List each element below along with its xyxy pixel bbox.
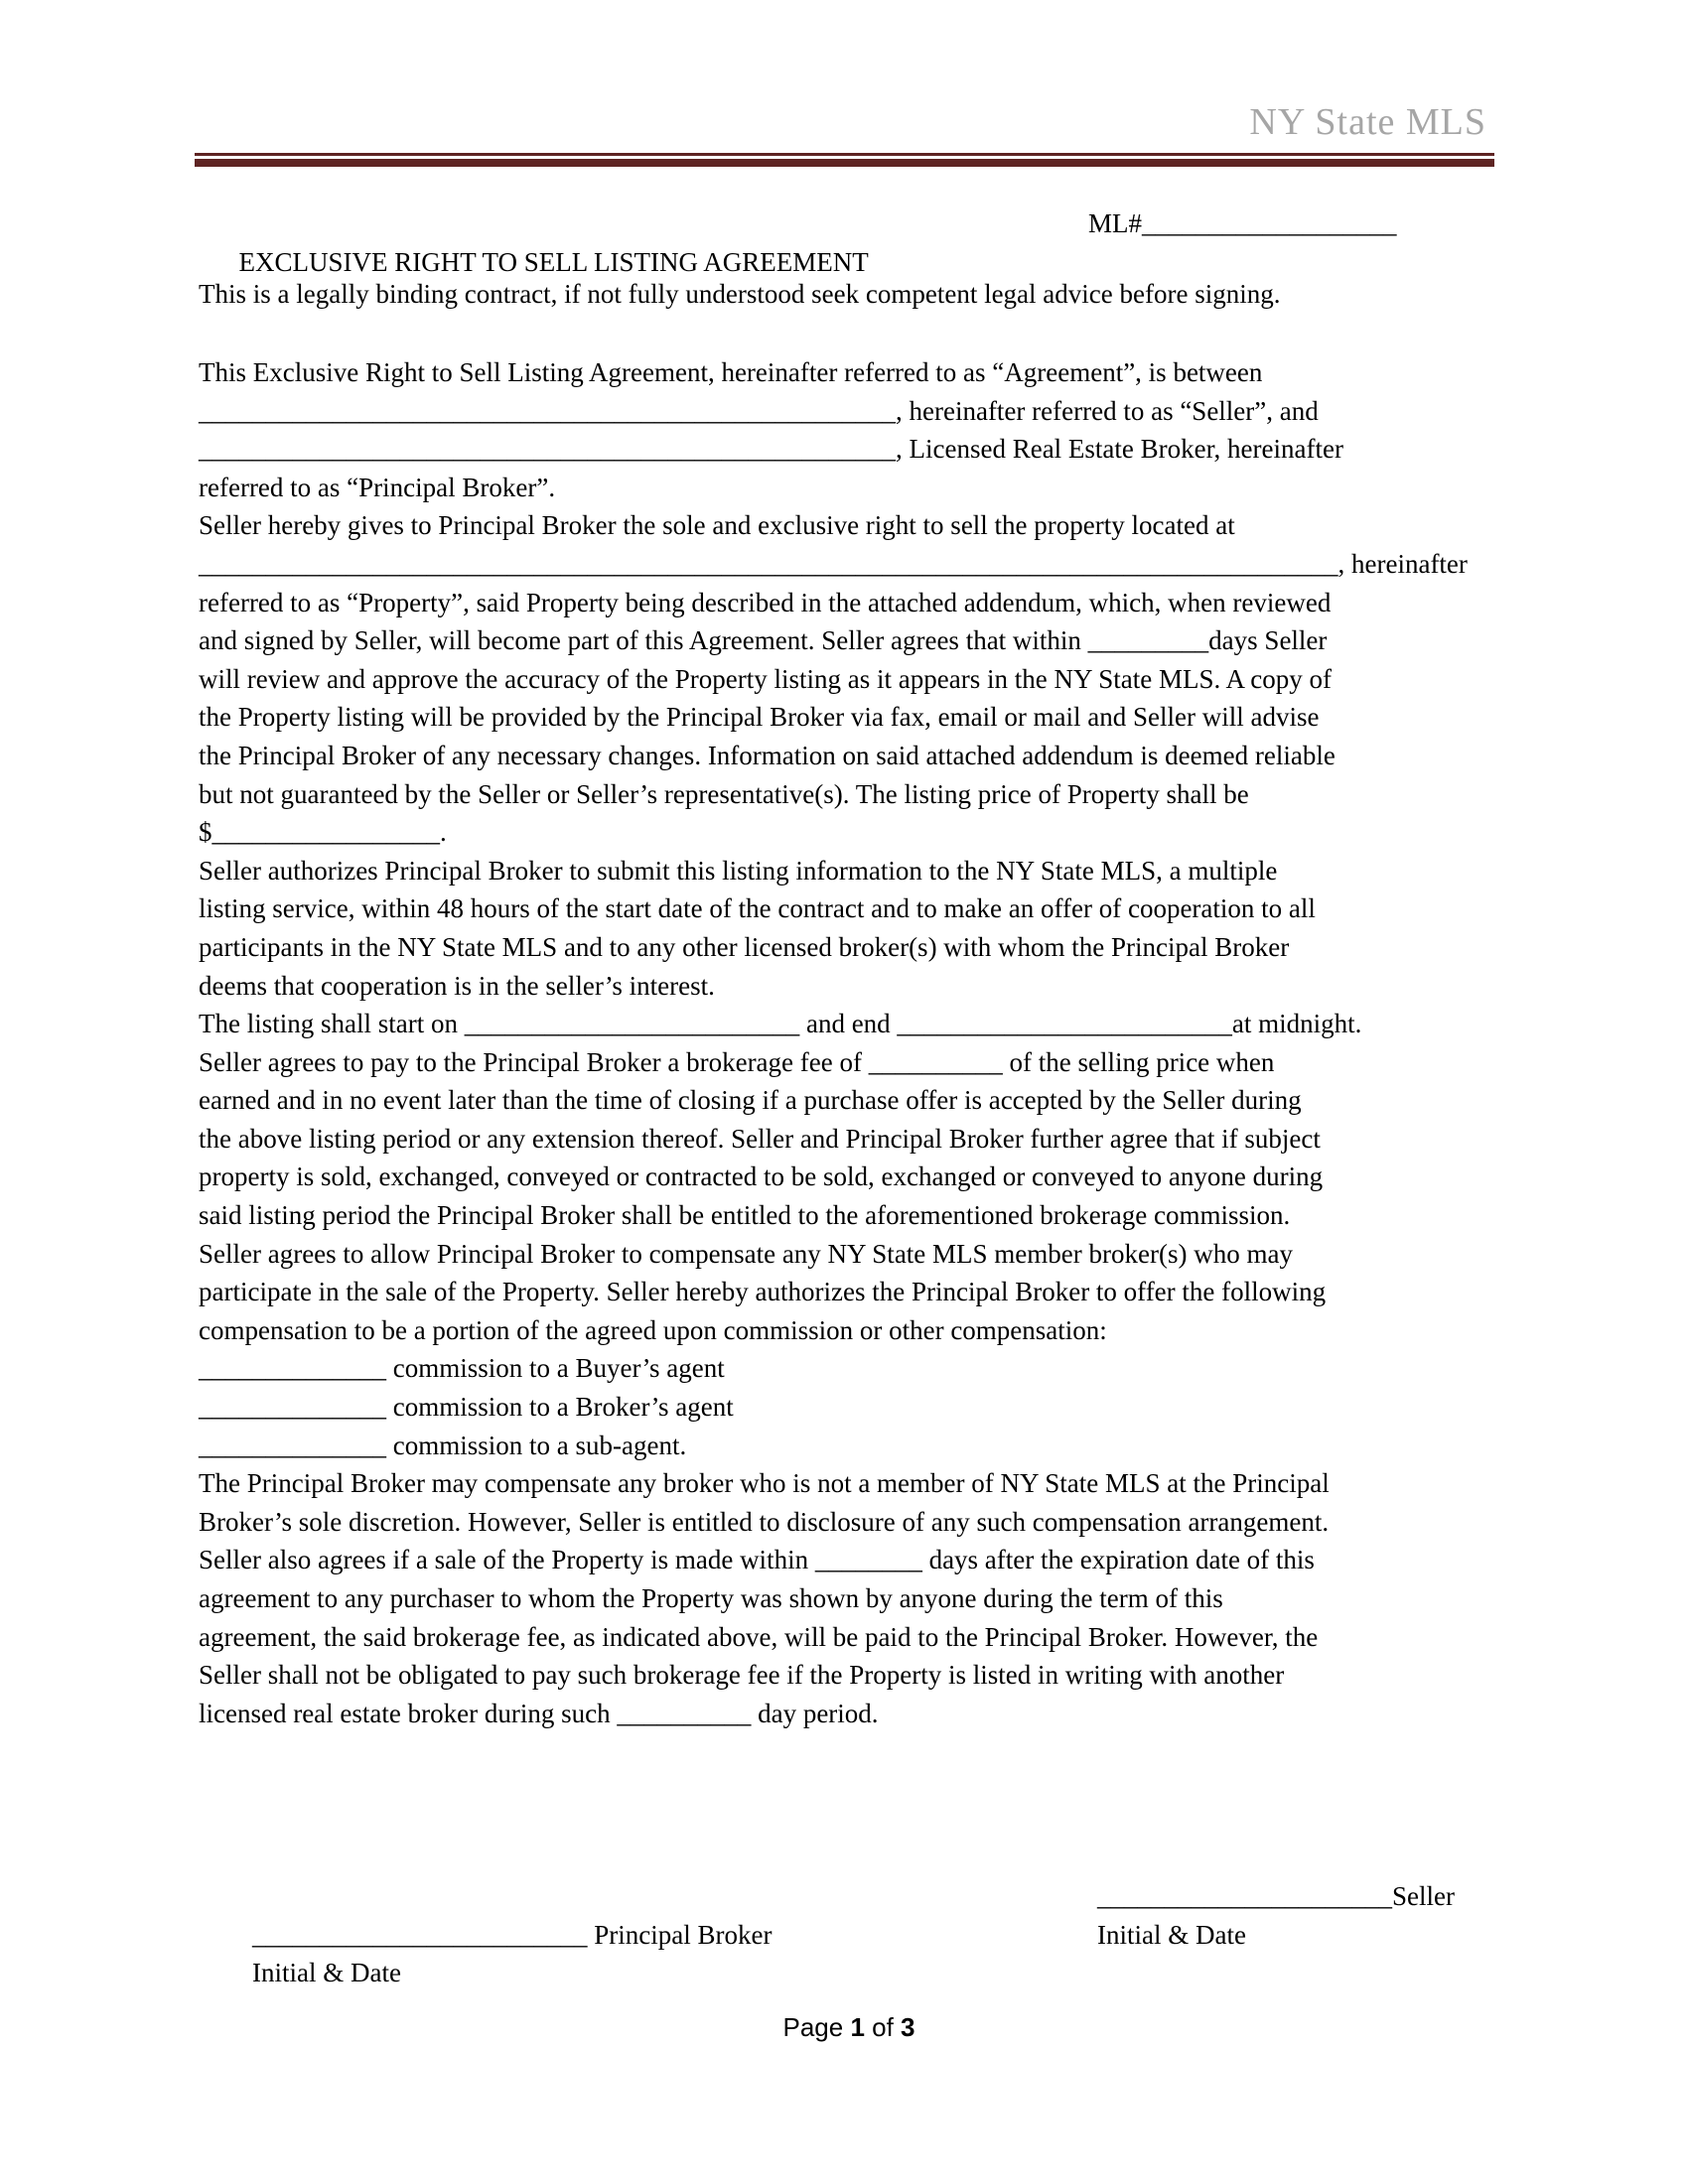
body-line: ____________________________________________________, hereinafter referred to as “Seller”, and [199, 395, 1319, 426]
body-line: Seller agrees to pay to the Principal Broker a brokerage fee of __________ of the selling price when [199, 1046, 1275, 1077]
body-line: Seller agrees to allow Principal Broker to compensate any NY State MLS member broker(s) who may [199, 1238, 1293, 1269]
body-line: ______________ commission to a Broker’s agent [199, 1392, 734, 1423]
footer-page-word: Page [782, 2012, 851, 2042]
body-line: property is sold, exchanged, conveyed or contracted to be sold, exchanged or conveyed to anyone during [199, 1161, 1324, 1192]
footer-page-number: 1 [850, 2012, 865, 2042]
body-line: said listing period the Principal Broker shall be entitled to the aforementioned brokerage commission. [199, 1200, 1291, 1231]
seller-initial-date-label: Initial & Date [1097, 1919, 1246, 1950]
footer-page-total: 3 [901, 2012, 915, 2042]
header-rule-thin [195, 153, 1494, 156]
title-row [199, 205, 1519, 277]
body-line: earned and in no event later than the time of closing if a purchase offer is accepted by the Seller during [199, 1085, 1302, 1116]
body-line: _____________________________________________________________________________________, hereinafter [199, 548, 1468, 579]
footer-of-word: of [864, 2012, 902, 2042]
body-line: This Exclusive Right to Sell Listing Agreement, hereinafter referred to as “Agreement”, is between [199, 357, 1263, 387]
document-title: EXCLUSIVE RIGHT TO SELL LISTING AGREEMENT [238, 246, 869, 277]
body-line: Seller shall not be obligated to pay such brokerage fee if the Property is listed in writing with another [199, 1660, 1285, 1691]
body-line: Seller authorizes Principal Broker to submit this listing information to the NY State MLS, a multiple [199, 855, 1278, 886]
signature-block [199, 1877, 1519, 1988]
body-line: the Principal Broker of any necessary changes. Information on said attached addendum is deemed reliable [199, 740, 1336, 770]
body-line: compensation to be a portion of the agreed upon commission or other compensation: [199, 1314, 1107, 1345]
seller-signature-line: ______________________Seller [1097, 1881, 1455, 1911]
body-line: referred to as “Principal Broker”. [199, 472, 556, 502]
page-footer [199, 2011, 1499, 2043]
broker-initial-date-label: Initial & Date [252, 1958, 401, 1988]
body-line: but not guaranteed by the Seller or Seller’s representative(s). The listing price of Property shall be [199, 778, 1249, 809]
body-line: agreement, the said brokerage fee, as indicated above, will be paid to the Principal Broker. However, the [199, 1621, 1319, 1652]
body-line: Seller also agrees if a sale of the Property is made within ________ days after the expiration date of this [199, 1545, 1315, 1575]
body-line: and signed by Seller, will become part of this Agreement. Seller agrees that within _________days Seller [199, 625, 1328, 656]
body-line: participants in the NY State MLS and to any other licensed broker(s) with whom the Principal Broker [199, 931, 1290, 962]
body-line: ____________________________________________________, Licensed Real Estate Broker, hereinafter [199, 434, 1343, 465]
agreement-body [199, 353, 1468, 1732]
body-line: Seller hereby gives to Principal Broker the sole and exclusive right to sell the property located at [199, 510, 1235, 541]
body-line: The Principal Broker may compensate any broker who is not a member of NY State MLS at the Principal [199, 1468, 1330, 1499]
binding-notice: This is a legally binding contract, if not fully understood seek competent legal advice before signing. [199, 279, 1281, 309]
body-line: agreement to any purchaser to whom the Property was shown by anyone during the term of this [199, 1583, 1223, 1613]
body-line: the Property listing will be provided by the Principal Broker via fax, email or mail and Seller will advise [199, 702, 1320, 733]
ml-number-field: ML#___________________ [1088, 208, 1397, 238]
body-line: will review and approve the accuracy of the Property listing as it appears in the NY State MLS. A copy of [199, 663, 1332, 694]
broker-signature-line: _________________________ Principal Broker [252, 1919, 773, 1950]
initial-date-row [199, 1916, 1519, 1988]
body-line: $_________________. [199, 817, 447, 848]
body-line: licensed real estate broker during such __________ day period. [199, 1698, 879, 1728]
header-rule-thick [195, 159, 1494, 167]
body-line: ______________ commission to a sub-agent. [199, 1430, 687, 1460]
body-line: ______________ commission to a Buyer’s agent [199, 1353, 725, 1384]
brand-logo-text: NY State MLS [1249, 101, 1486, 143]
body-line: participate in the sale of the Property. Seller hereby authorizes the Principal Broker to offer the following [199, 1277, 1327, 1307]
body-line: The listing shall start on _________________________ and end _________________________at midnight. [199, 1009, 1362, 1039]
body-line: the above listing period or any extension thereof. Seller and Principal Broker further agree that if subject [199, 1123, 1321, 1154]
body-line: deems that cooperation is in the seller’s interest. [199, 970, 715, 1001]
body-line: Broker’s sole discretion. However, Seller is entitled to disclosure of any such compensation arrangement. [199, 1506, 1330, 1537]
body-line: listing service, within 48 hours of the start date of the contract and to make an offer of cooperation to all [199, 893, 1316, 924]
body-line: referred to as “Property”, said Property being described in the attached addendum, which, when reviewed [199, 587, 1332, 617]
